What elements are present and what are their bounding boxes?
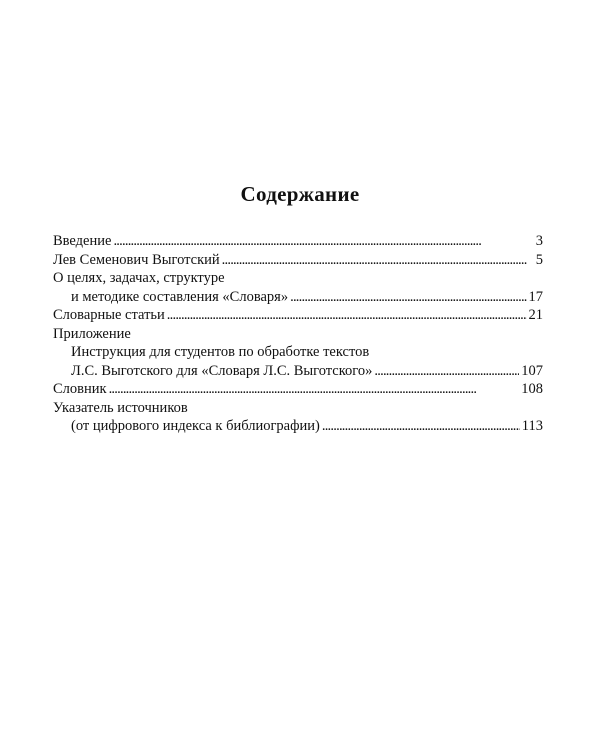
toc-entry-instruction	[53, 343, 543, 362]
table-of-contents	[53, 232, 543, 436]
toc-entry-label: (от цифрового индекса к библиографии)	[71, 418, 320, 434]
toc-page-number: 5	[535, 251, 543, 268]
toc-entry-vygotsky	[53, 251, 543, 270]
toc-entry-wordlist	[53, 380, 543, 399]
toc-entry-appendix	[53, 325, 543, 344]
toc-entry-label: Л.С. Выготского для «Словаря Л.С. Выготского»	[71, 362, 373, 379]
toc-dot-leader	[167, 306, 527, 325]
toc-page-number: 113	[521, 418, 543, 434]
toc-dot-leader	[113, 232, 527, 251]
toc-entry-label: Введение	[53, 233, 112, 249]
toc-entry-label: О целях, задачах, структуре	[53, 270, 225, 286]
toc-page-number: 17	[528, 288, 543, 305]
toc-dot-leader	[322, 417, 520, 436]
toc-entry-instruction-continued	[53, 362, 543, 381]
toc-entry-sources-index	[53, 399, 543, 418]
toc-dot-leader	[109, 380, 520, 399]
toc-page-number: 108	[521, 381, 543, 397]
toc-entry-label: Приложение	[53, 325, 131, 342]
toc-entry-label: Словарные статьи	[53, 307, 165, 323]
toc-dot-leader	[374, 362, 519, 381]
toc-entry-sources-index-continued	[53, 417, 543, 436]
toc-entry-introduction	[53, 232, 543, 251]
toc-dot-leader	[222, 251, 527, 270]
toc-entry-goals	[53, 269, 543, 288]
toc-entry-label: Инструкция для студентов по обработке текстов	[71, 344, 370, 360]
page-title: Содержание	[240, 182, 360, 206]
toc-entry-label: и методике составления «Словаря»	[71, 288, 289, 305]
toc-entry-label: Указатель источников	[53, 399, 188, 416]
toc-page-number: 3	[535, 233, 543, 249]
toc-page-number: 21	[528, 307, 543, 323]
toc-entry-label: Лев Семенович Выготский	[53, 251, 220, 268]
toc-page-number: 107	[521, 362, 543, 379]
toc-entry-label: Словник	[53, 381, 107, 397]
toc-dot-leader	[290, 288, 526, 307]
toc-entry-goals-continued	[53, 288, 543, 307]
toc-entry-dictionary-articles	[53, 306, 543, 325]
